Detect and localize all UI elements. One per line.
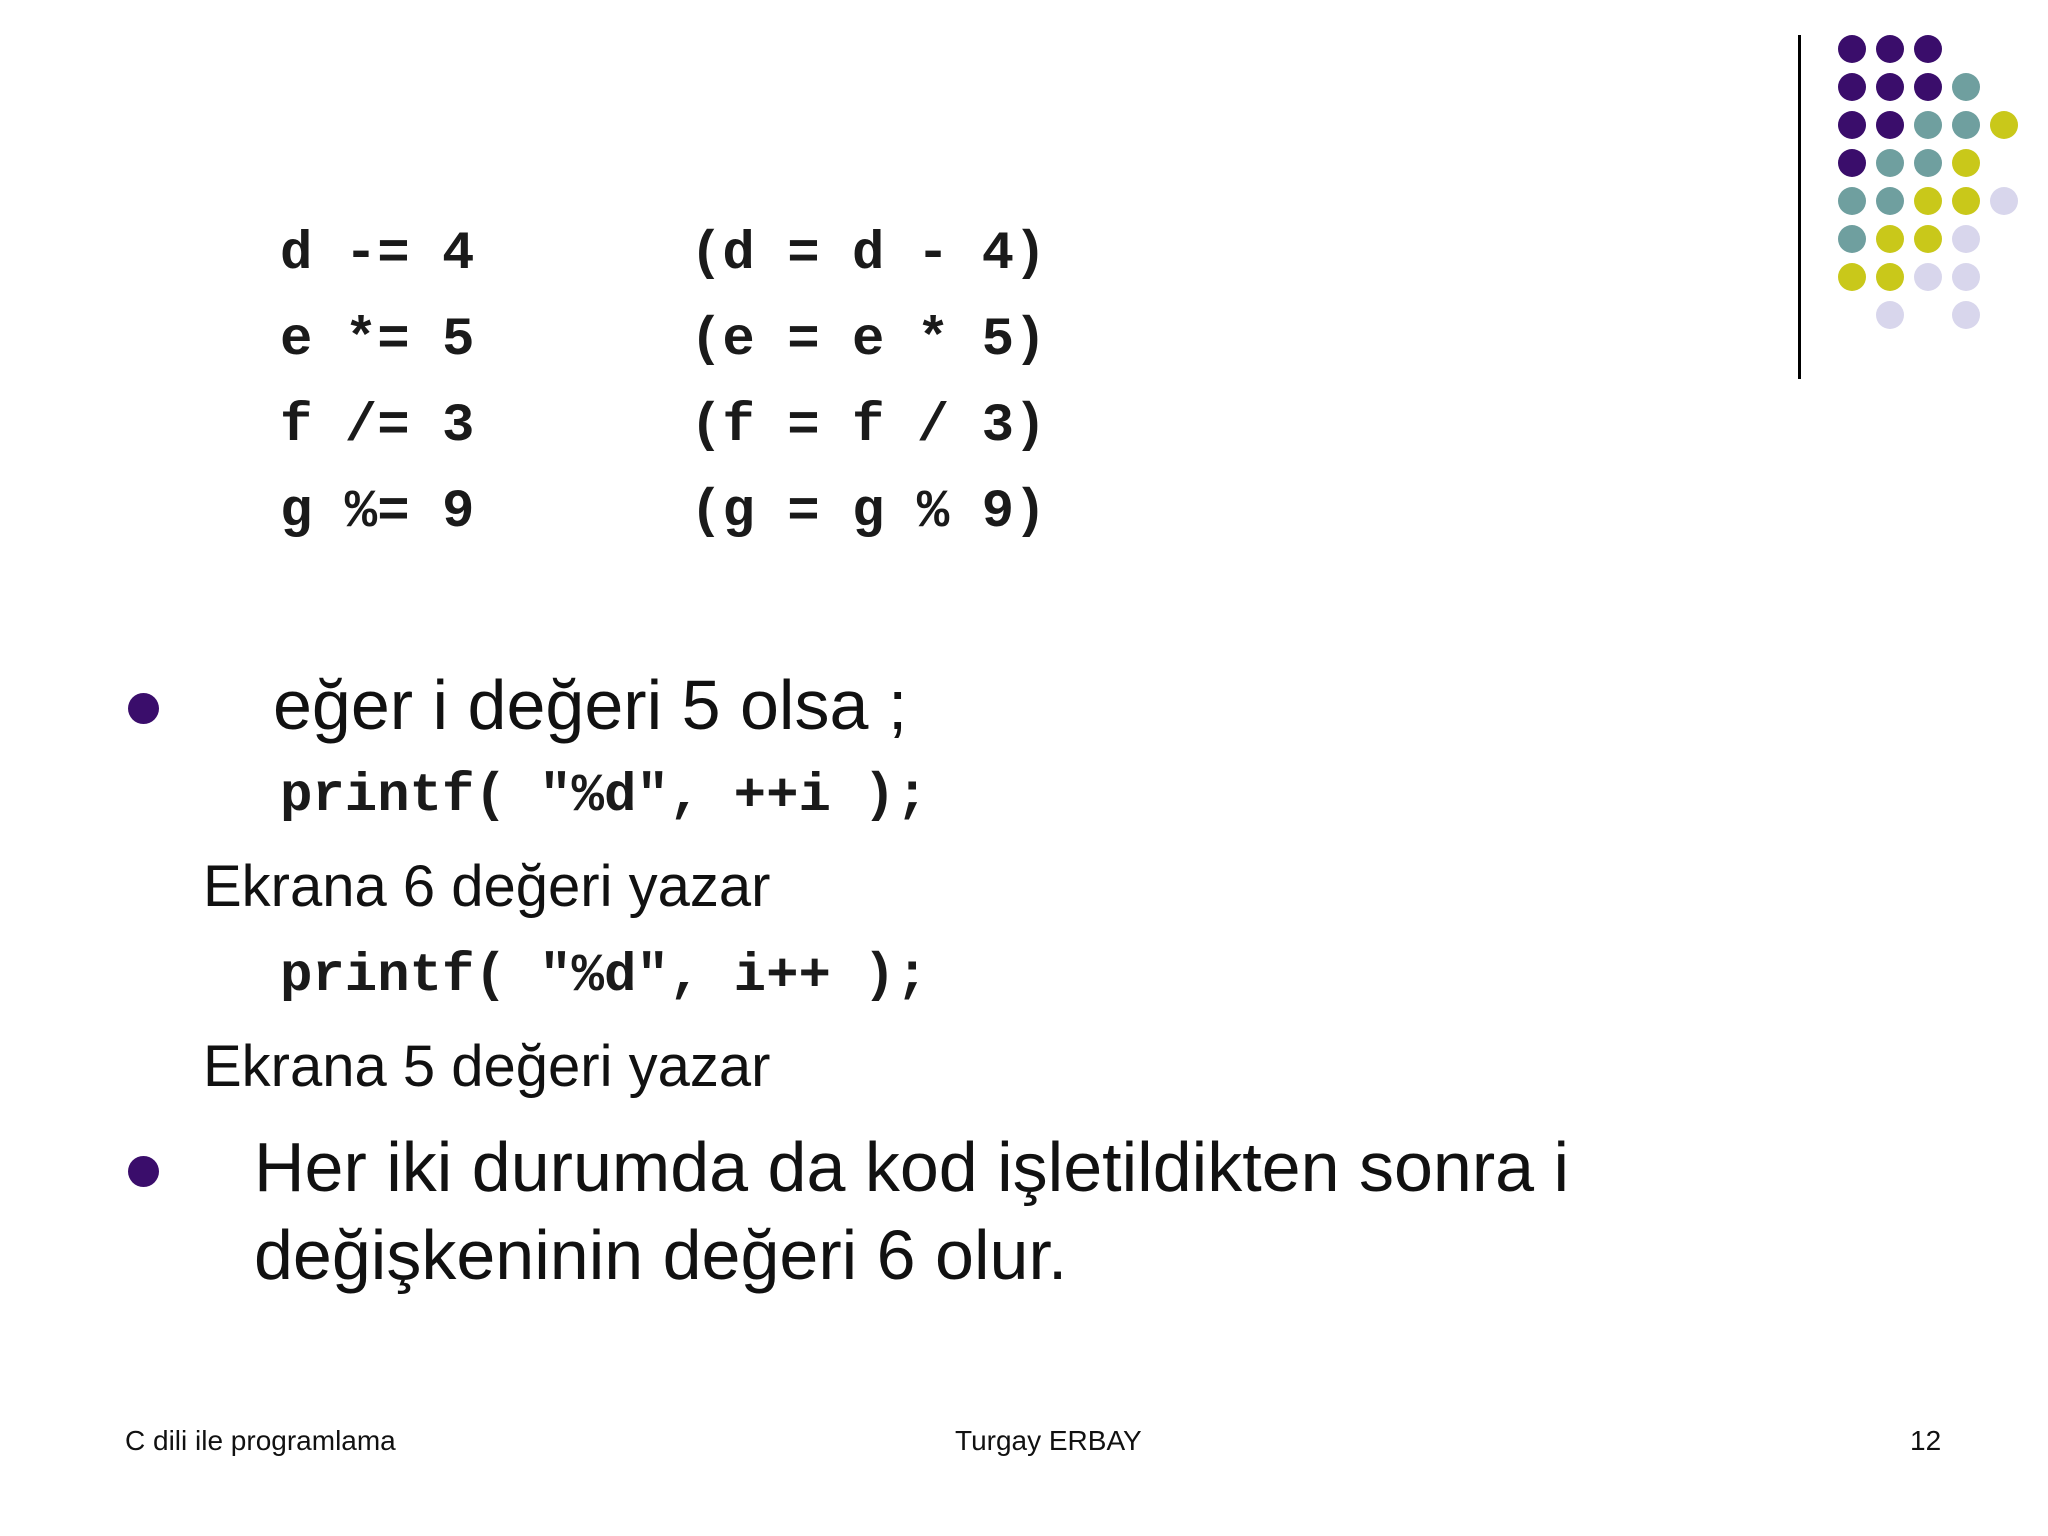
bullet2-line2: değişkeninin değeri 6 olur. xyxy=(254,1216,1068,1294)
code-equiv-d: (d = d - 4) xyxy=(690,224,1047,285)
decorative-dot xyxy=(1838,263,1866,291)
code-expr-e: e *= 5 xyxy=(280,310,475,371)
result-postincrement: Ekrana 5 değeri yazar xyxy=(203,1034,771,1099)
decorative-dot xyxy=(1876,35,1904,63)
decorative-dot xyxy=(1952,149,1980,177)
decorative-dot xyxy=(1914,263,1942,291)
decorative-dot xyxy=(1876,187,1904,215)
footer-course-title: C dili ile programlama xyxy=(125,1425,396,1456)
bullet1-text: eğer i değeri 5 olsa ; xyxy=(273,666,908,744)
code-equiv-f: (f = f / 3) xyxy=(690,396,1047,457)
footer-page-number: 12 xyxy=(1910,1425,1942,1456)
decorative-dot xyxy=(1914,187,1942,215)
decorative-dot xyxy=(1952,73,1980,101)
vertical-rule xyxy=(1798,35,1801,379)
decorative-dot xyxy=(1838,111,1866,139)
decorative-dot xyxy=(1990,111,2018,139)
decorative-dot xyxy=(1838,149,1866,177)
code-equiv-g: (g = g % 9) xyxy=(690,482,1047,543)
decorative-dot xyxy=(1952,263,1980,291)
decorative-dot xyxy=(1876,301,1904,329)
decorative-dot xyxy=(1876,73,1904,101)
code-expr-d: d -= 4 xyxy=(280,224,475,285)
decorative-dot xyxy=(1876,225,1904,253)
bullet-marker xyxy=(128,1156,159,1187)
decorative-dot xyxy=(1876,111,1904,139)
decorative-dot xyxy=(1914,225,1942,253)
decorative-dot xyxy=(1914,111,1942,139)
footer-author: Turgay ERBAY xyxy=(955,1425,1142,1456)
code-equiv-e: (e = e * 5) xyxy=(690,310,1047,371)
decorative-dot xyxy=(1952,187,1980,215)
decorative-dot xyxy=(1876,149,1904,177)
bullet-marker xyxy=(128,693,159,724)
decorative-dot xyxy=(1952,111,1980,139)
decorative-dot xyxy=(1914,73,1942,101)
decorative-dot xyxy=(1914,149,1942,177)
result-preincrement: Ekrana 6 değeri yazar xyxy=(203,854,771,919)
decorative-dot xyxy=(1876,263,1904,291)
decorative-dot xyxy=(1838,35,1866,63)
decorative-dot xyxy=(1838,187,1866,215)
code-printf-preincrement: printf( "%d", ++i ); xyxy=(280,766,929,827)
decorative-dot xyxy=(1838,73,1866,101)
bullet2-line1: Her iki durumda da kod işletildikten sonra i xyxy=(254,1128,1570,1206)
decorative-dot xyxy=(1914,35,1942,63)
decorative-dot xyxy=(1838,225,1866,253)
code-printf-postincrement: printf( "%d", i++ ); xyxy=(280,946,929,1007)
decorative-dot xyxy=(1952,301,1980,329)
code-expr-f: f /= 3 xyxy=(280,396,475,457)
decorative-dot xyxy=(1990,187,2018,215)
code-expr-g: g %= 9 xyxy=(280,482,475,543)
decorative-dot xyxy=(1952,225,1980,253)
